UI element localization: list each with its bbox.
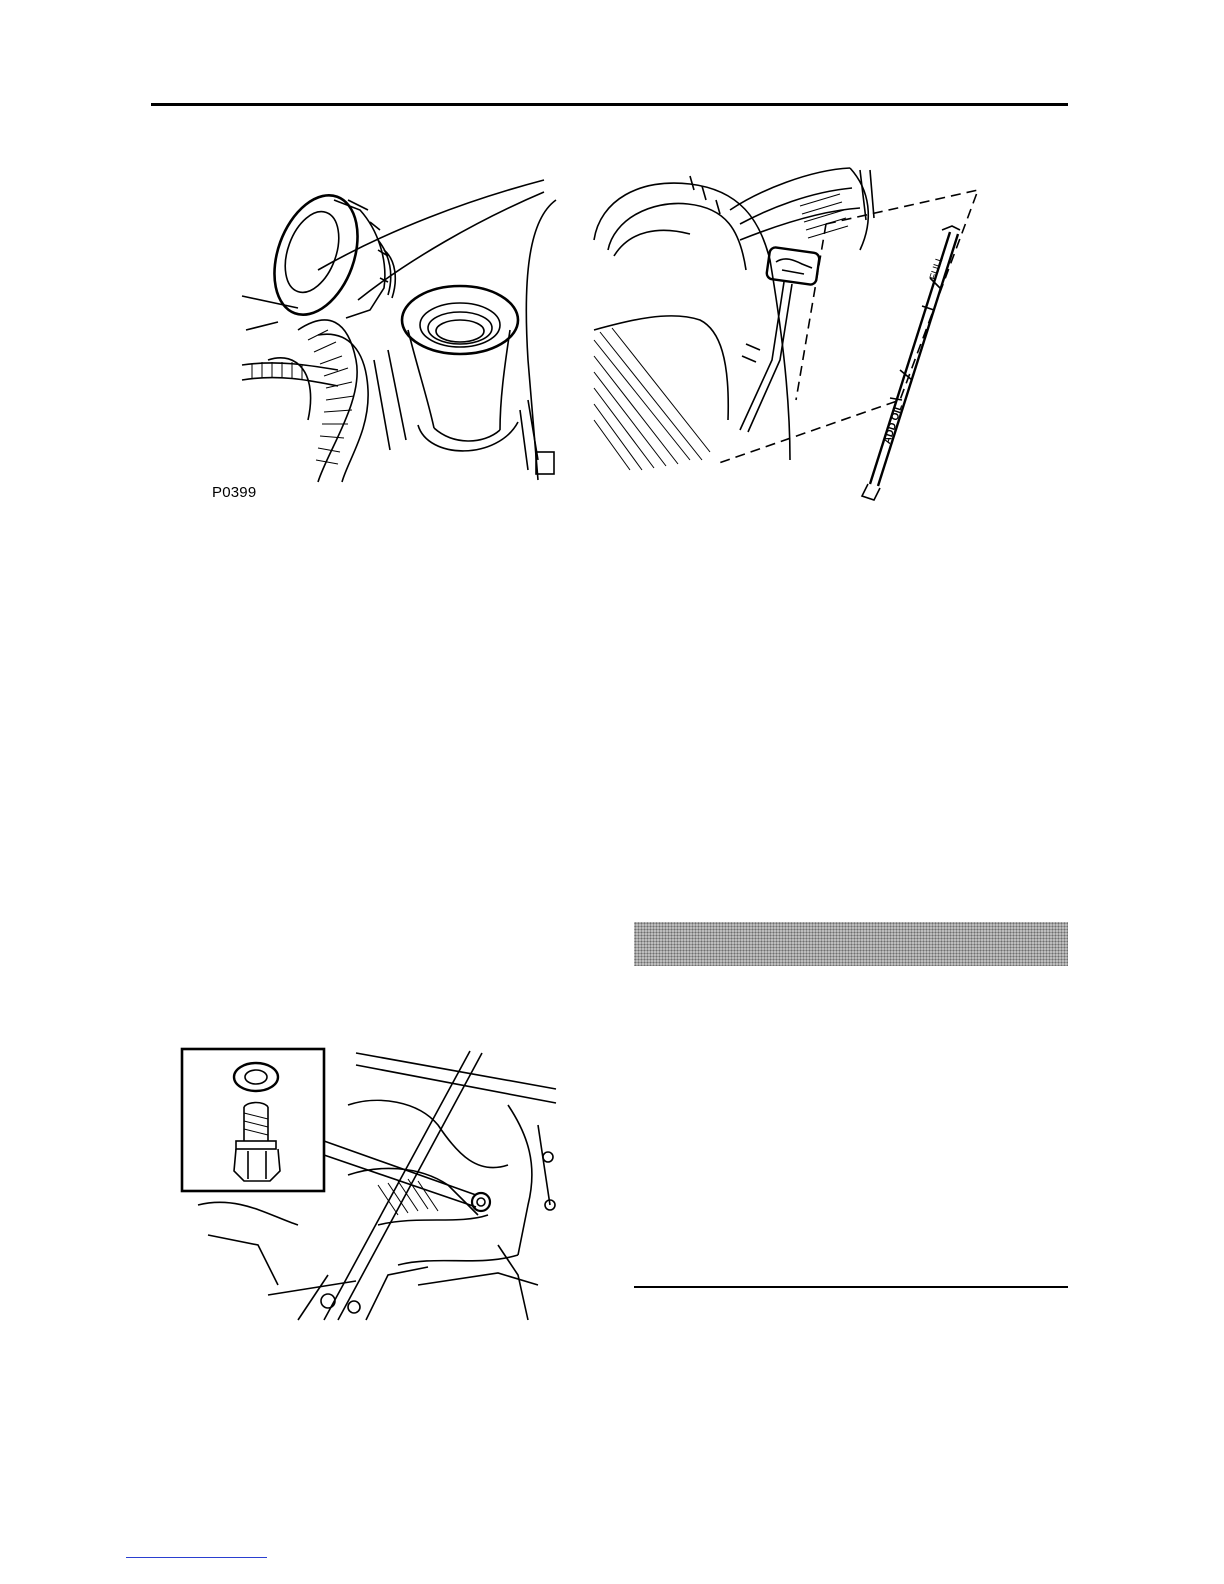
drain-plug-illustration <box>178 1045 556 1320</box>
dipstick-add-oil-mark: ADD OIL <box>882 402 906 446</box>
washer-icon <box>234 1063 278 1091</box>
figure-code: P0399 <box>212 484 257 501</box>
footer-link-underline <box>126 1557 267 1558</box>
header-rule <box>151 103 1068 106</box>
note-bottom-rule <box>634 1286 1068 1288</box>
dipstick-illustration <box>590 160 982 500</box>
dipstick-full-mark: FULL <box>928 254 947 282</box>
oil-filler-cap-illustration <box>238 160 556 482</box>
note-header-band <box>634 922 1068 966</box>
